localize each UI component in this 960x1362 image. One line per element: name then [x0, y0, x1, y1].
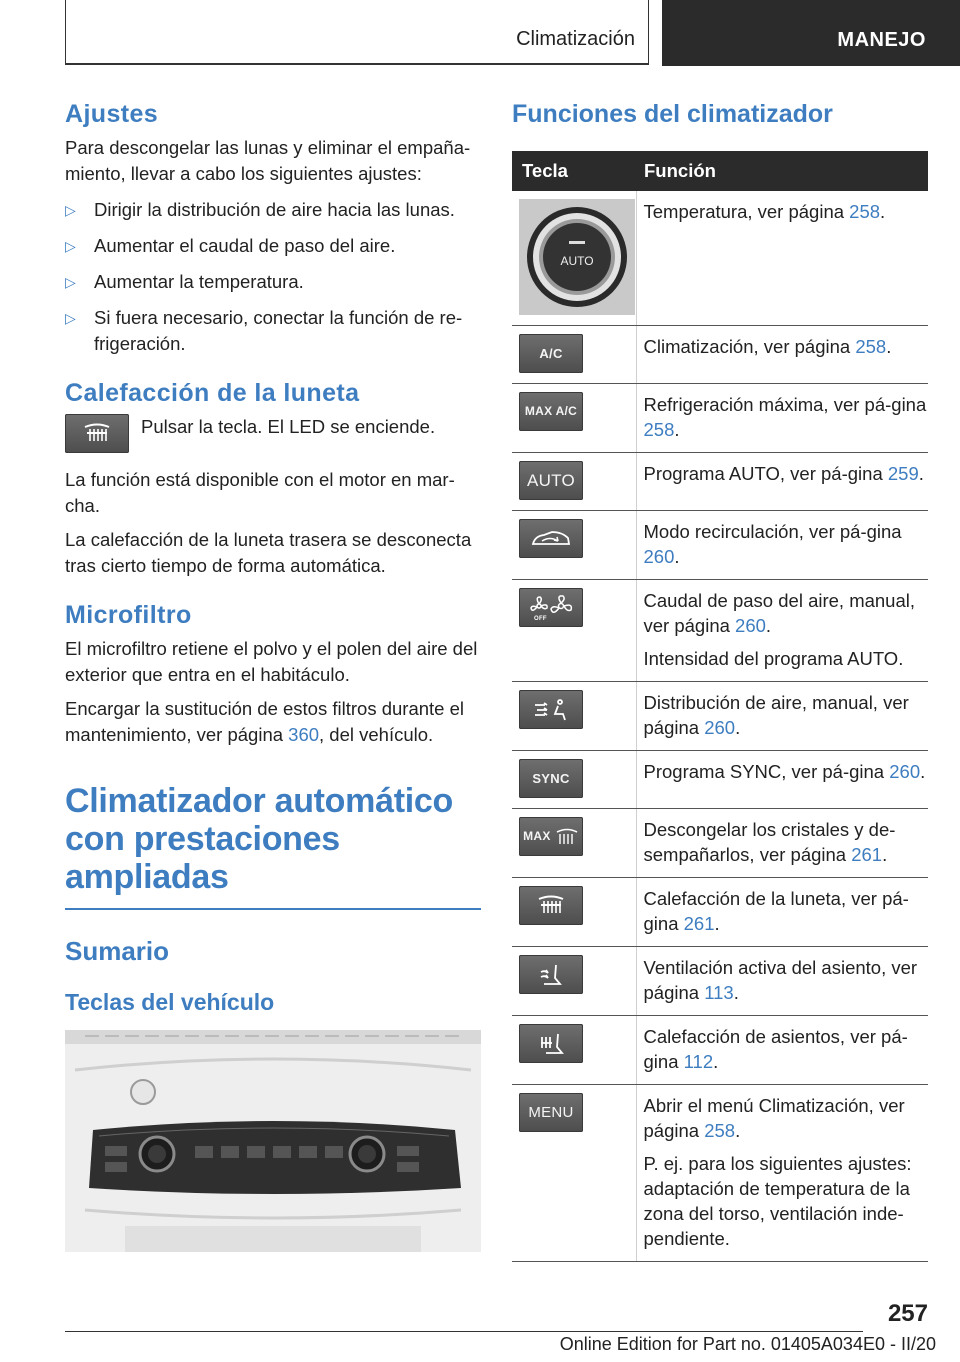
header-section-title: Climatización	[516, 28, 635, 50]
page-link[interactable]: 261	[683, 913, 715, 934]
ac-key-icon: A/C	[519, 334, 583, 373]
key-row-rear-defrost	[65, 414, 481, 453]
triangle-bullet-icon: ▷	[65, 202, 76, 218]
page-link[interactable]: 261	[851, 844, 883, 865]
table-row: A/C Climatización, ver página 258.	[512, 326, 928, 384]
heading-sumario: Sumario	[65, 936, 170, 966]
heading-calefaccion-luneta: Calefacción de la luneta	[65, 379, 360, 407]
triangle-bullet-icon: ▷	[65, 274, 76, 290]
table-row: MENU Abrir el menú Climatización, ver página 258. P. ej. para los siguientes ajustes: adaptación de temperatura de la zona del torso, ventilación inde-pendiente.	[512, 1085, 928, 1262]
calefaccion-key-text: Pulsar la tecla. El LED se enciende.	[141, 416, 436, 437]
page-link[interactable]: 258	[855, 336, 887, 357]
table-row: Modo recirculación, ver pá-gina 260.	[512, 511, 928, 580]
page-link[interactable]: 259	[887, 463, 919, 484]
page-link[interactable]: 258	[643, 419, 675, 440]
seat-heating-icon	[519, 1024, 583, 1063]
heading-funciones: Funciones del climatizador	[512, 100, 833, 128]
table-row: MAX A/C Refrigeración máxima, ver pá-gina 258.	[512, 384, 928, 453]
col-header-funcion: Función	[636, 151, 928, 191]
max-ac-key-icon: MAX A/C	[519, 392, 583, 431]
calefaccion-p1: La función está disponible con el motor en mar-cha.	[65, 469, 455, 516]
left-column	[65, 100, 481, 1252]
table-row: Ventilación activa del asiento, ver página 113.	[512, 947, 928, 1016]
page-link[interactable]: 258	[704, 1120, 736, 1141]
list-item: ▷ Si fuera necesario, conectar la función de re-frigeración.	[65, 307, 463, 354]
list-item: ▷ Aumentar la temperatura.	[65, 269, 481, 295]
microfiltro-p1: El microfiltro retiene el polvo y el polen del aire del exterior que entra en el habitáculo.	[65, 638, 478, 685]
heading-climatizador: Climatizador automático con prestaciones ampliadas	[65, 782, 481, 910]
page-link[interactable]: 260	[889, 761, 921, 782]
table-row: Calefacción de la luneta, ver pá-gina 261.	[512, 878, 928, 947]
rear-defrost-icon	[65, 414, 129, 453]
header-rule-bottom	[65, 63, 649, 65]
rear-defrost-key-icon	[519, 886, 583, 925]
seat-ventilation-icon	[519, 955, 583, 994]
page-link[interactable]: 260	[704, 717, 736, 738]
table-row: Distribución de aire, manual, ver página 260.	[512, 682, 928, 751]
triangle-bullet-icon: ▷	[65, 238, 76, 254]
page-link-360[interactable]: 360	[288, 724, 320, 745]
header-rule-mid	[648, 0, 649, 64]
triangle-bullet-icon: ▷	[65, 310, 76, 326]
footer-rule	[65, 1331, 863, 1332]
menu-key-icon: MENU	[519, 1093, 583, 1132]
table-row: MAX Descongelar los cristales y de-sempañarlos, ver página 261.	[512, 809, 928, 878]
table-row: AUTO Temperatura, ver página 258.	[512, 191, 928, 326]
heading-ajustes: Ajustes	[65, 100, 159, 128]
page-link[interactable]: 260	[735, 615, 766, 636]
calefaccion-p2: La calefacción de la luneta trasera se desconecta tras cierto tiempo de forma automática.	[65, 529, 472, 576]
table-row: OFF Caudal de paso del aire, manual, ver página 260. Intensidad del programa AUTO.	[512, 580, 928, 682]
table-row: Calefacción de asientos, ver pá-gina 112.	[512, 1016, 928, 1085]
table-header-row	[512, 151, 928, 191]
climate-panel-photo	[65, 1030, 481, 1252]
recirculation-icon	[519, 519, 583, 558]
header-tab-label: MANEJO	[837, 29, 926, 51]
microfiltro-p2: Encargar la sustitución de estos filtros durante el mantenimiento, ver página 360, del vehículo.	[65, 698, 464, 745]
max-defrost-icon: MAX	[519, 817, 583, 856]
col-header-tecla: Tecla	[512, 151, 636, 191]
ajustes-list	[65, 197, 481, 357]
ajustes-intro: Para descongelar las lunas y eliminar el empaña-miento, llevar a cabo los siguientes ajustes:	[65, 137, 471, 184]
fan-icon	[519, 588, 583, 627]
sync-key-icon: SYNC	[519, 759, 583, 798]
page-link[interactable]: 260	[643, 546, 675, 567]
heading-microfiltro: Microfiltro	[65, 601, 192, 629]
right-column	[512, 100, 928, 1262]
auto-key-icon: AUTO	[519, 461, 583, 500]
list-item: ▷ Aumentar el caudal de paso del aire.	[65, 233, 481, 259]
list-item: ▷ Dirigir la distribución de aire hacia las lunas.	[65, 197, 481, 223]
header-rule-left	[65, 0, 66, 64]
functions-table	[512, 151, 928, 1262]
table-row: AUTO Programa AUTO, ver pá-gina 259.	[512, 453, 928, 511]
page-link[interactable]: 112	[683, 1051, 714, 1072]
auto-knob-icon	[519, 199, 635, 315]
page-link[interactable]: 113	[704, 982, 734, 1003]
page-link[interactable]: 258	[849, 201, 881, 222]
heading-teclas-vehiculo: Teclas del vehículo	[65, 989, 275, 1015]
air-distribution-icon	[519, 690, 583, 729]
svg-text:OFF: OFF	[534, 615, 547, 621]
svg-text:AUTO: AUTO	[560, 254, 594, 268]
footer-edition: Online Edition for Part no. 01405A034E0 - II/20	[559, 1334, 936, 1354]
table-row: SYNC Programa SYNC, ver pá-gina 260.	[512, 751, 928, 809]
page-number: 257	[887, 1300, 928, 1327]
